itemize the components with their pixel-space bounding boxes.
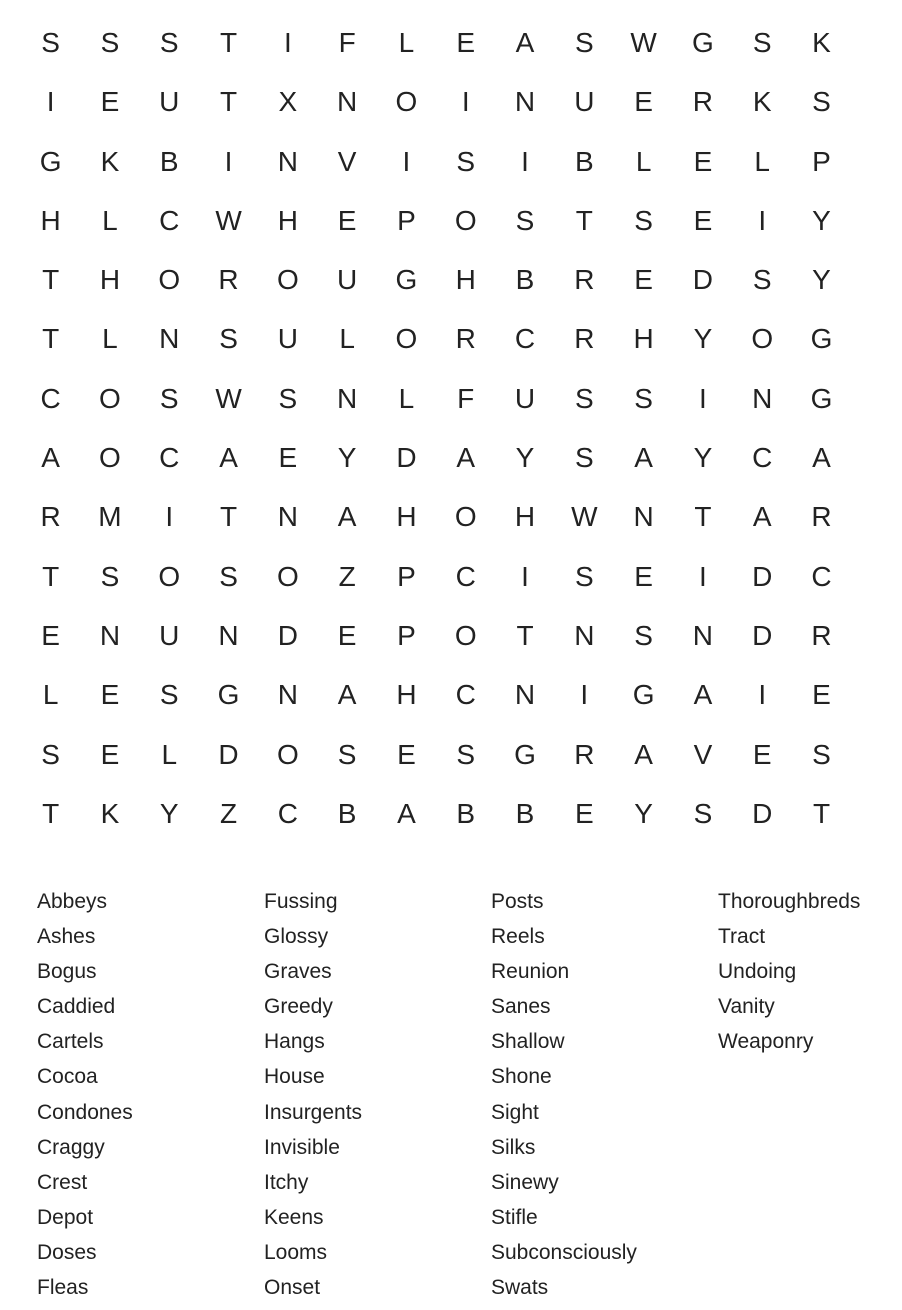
grid-cell[interactable]: A [812,442,831,474]
grid-cell[interactable]: N [633,501,654,533]
grid-cell[interactable]: S [159,27,179,58]
grid-cell[interactable]: S [752,264,772,296]
grid-cell[interactable]: E [812,679,831,711]
word-list-item: Depot [37,1205,94,1229]
grid-cell[interactable]: T [694,501,712,533]
grid-cell[interactable]: Y [812,204,831,236]
grid-cell[interactable]: C [811,560,832,592]
grid-row [21,547,853,606]
grid-cell[interactable]: W [571,501,598,533]
grid-cell[interactable]: Y [693,442,713,474]
grid-cell[interactable]: G [632,679,655,711]
word-column [718,884,902,1059]
grid-cell[interactable]: S [634,619,653,651]
grid-cell[interactable]: E [693,145,713,177]
grid-cell[interactable]: N [574,619,595,651]
grid-row [21,784,853,843]
grid-row [21,191,853,250]
grid-cell[interactable]: I [699,560,707,592]
grid-cell[interactable]: A [693,679,713,711]
grid-cell[interactable]: N [752,382,773,414]
word-list-item: Doses [37,1240,97,1264]
word-list-item: Ashes [37,925,96,949]
word-list-item: Weaponry [718,1030,814,1054]
grid-cell[interactable]: U [159,619,180,651]
grid-cell[interactable]: M [98,501,122,533]
grid-cell[interactable]: C [277,797,298,829]
grid-cell[interactable]: I [758,679,767,711]
word-list-item: Abbeys [37,890,108,913]
word-list-item: Onset [264,1276,321,1300]
grid-cell[interactable]: O [99,382,121,414]
grid-cell[interactable]: A [397,797,416,829]
word-list-item: Silks [491,1135,536,1159]
grid-cell[interactable]: I [46,86,55,118]
grid-cell[interactable]: C [752,442,773,474]
word-list-item: Reunion [491,960,570,984]
grid-cell[interactable]: X [278,86,298,118]
grid-cell[interactable]: Z [338,560,356,592]
grid-cell[interactable]: D [396,442,417,474]
grid-cell[interactable]: O [158,264,181,296]
grid-cell[interactable]: L [42,679,59,711]
grid-cell[interactable]: A [634,738,653,770]
grid-cell[interactable]: S [41,738,60,770]
grid-row [21,72,853,131]
grid-cell[interactable]: N [337,382,358,414]
grid-cell[interactable]: L [635,145,652,177]
grid-cell[interactable]: R [811,501,832,533]
grid-cell[interactable]: W [215,382,242,414]
letter-grid [21,13,853,843]
grid-cell[interactable]: Z [219,797,238,829]
grid-cell[interactable]: A [515,27,535,58]
grid-cell[interactable]: Y [812,264,831,296]
grid-cell[interactable]: F [457,382,475,414]
grid-cell[interactable]: S [41,27,60,58]
grid-cell[interactable]: E [752,738,772,770]
grid-cell[interactable]: H [99,264,121,296]
grid-cell[interactable]: A [752,501,772,533]
grid-cell[interactable]: S [219,560,238,592]
grid-cell[interactable]: N [692,619,714,651]
grid-cell[interactable]: E [574,797,594,829]
grid-cell[interactable]: R [574,264,595,296]
word-list-item: Greedy [264,995,333,1019]
grid-row [21,250,853,309]
word-list-item: Subconsciously [491,1240,637,1264]
grid-cell[interactable]: E [337,204,357,236]
word-list-item: Keens [264,1205,324,1229]
word-list-item: Sight [491,1100,539,1124]
grid-cell[interactable]: U [337,264,358,296]
grid-cell[interactable]: L [754,145,770,177]
grid-cell[interactable]: D [218,738,239,770]
grid-cell[interactable]: A [219,442,238,474]
grid-cell[interactable]: A [41,442,60,474]
grid-cell[interactable]: P [397,619,416,651]
word-list-item: Thoroughbreds [718,890,861,913]
grid-cell[interactable]: G [692,27,714,58]
grid-cell[interactable]: A [337,501,357,533]
word-list-item: House [264,1065,325,1089]
grid-cell[interactable]: E [41,619,60,651]
grid-cell[interactable]: S [456,145,476,177]
grid-cell[interactable]: V [337,145,357,177]
word-list-item: Undoing [718,960,797,984]
grid-cell[interactable]: P [397,560,416,592]
grid-cell[interactable]: L [339,323,355,355]
word-list-item: Invisible [264,1135,340,1159]
grid-cell[interactable]: N [514,679,536,711]
grid-cell[interactable]: I [402,145,411,177]
grid-cell[interactable]: U [159,86,180,118]
grid-cell[interactable]: O [454,501,477,533]
grid-cell[interactable]: T [42,264,60,296]
grid-cell[interactable]: O [276,560,299,592]
grid-cell[interactable]: E [634,86,653,118]
grid-cell[interactable]: I [699,382,707,414]
word-list-item: Caddied [37,995,116,1019]
word-list-item: Vanity [718,995,775,1019]
grid-cell[interactable]: I [521,145,529,177]
grid-cell[interactable]: Y [515,442,535,474]
word-column [491,884,711,1305]
grid-cell[interactable]: C [455,560,476,592]
grid-cell[interactable]: I [521,560,529,592]
grid-cell[interactable]: S [100,560,120,592]
grid-cell[interactable]: K [100,145,120,177]
grid-cell[interactable]: E [100,679,120,711]
grid-cell[interactable]: S [752,27,772,58]
grid-cell[interactable]: N [277,501,298,533]
grid-cell[interactable]: E [100,86,120,118]
grid-cell[interactable]: N [277,679,298,711]
grid-cell[interactable]: I [461,86,470,118]
grid-cell[interactable]: B [574,145,594,177]
grid-cell[interactable]: T [812,797,831,829]
grid-cell[interactable]: I [224,145,233,177]
word-list-item: Craggy [37,1135,105,1159]
grid-cell[interactable]: B [515,264,535,296]
grid-cell[interactable]: O [454,204,477,236]
grid-cell[interactable]: K [100,797,120,829]
grid-cell[interactable]: Y [693,323,713,355]
grid-cell[interactable]: T [575,204,593,236]
grid-cell[interactable]: Y [337,442,357,474]
grid-cell[interactable]: S [159,679,179,711]
grid-cell[interactable]: D [752,560,773,592]
word-list-item: Posts [491,890,544,913]
grid-cell[interactable]: U [277,323,298,355]
grid-cell[interactable]: S [693,797,713,829]
grid-cell[interactable]: O [395,323,418,355]
grid-cell[interactable]: O [99,442,121,474]
grid-row [21,606,853,665]
grid-cell[interactable]: N [277,145,298,177]
word-list-item: Graves [264,960,332,984]
grid-cell[interactable]: T [42,323,60,355]
grid-cell[interactable]: E [337,619,357,651]
grid-cell[interactable]: F [338,27,356,58]
grid-cell[interactable]: S [100,27,120,58]
word-list [37,884,897,1304]
grid-cell[interactable]: S [574,27,594,58]
grid-row [21,132,853,191]
grid-cell[interactable]: K [752,86,772,118]
grid-row [21,309,853,368]
word-list-item: Fussing [264,890,338,913]
grid-cell[interactable]: I [165,501,174,533]
grid-cell[interactable]: W [215,204,242,236]
grid-cell[interactable]: L [102,323,118,355]
grid-cell[interactable]: R [811,619,832,651]
word-list-item: Tract [718,925,766,949]
grid-cell[interactable]: H [633,323,654,355]
word-list-item: Fleas [37,1276,89,1300]
grid-cell[interactable]: S [574,442,594,474]
grid-cell[interactable]: N [159,323,180,355]
grid-cell[interactable]: E [100,738,120,770]
grid-cell[interactable]: Y [159,797,179,829]
word-list-item: Condones [37,1100,133,1124]
grid-cell[interactable]: T [219,86,238,118]
grid-cell[interactable]: B [515,797,535,829]
grid-cell[interactable]: R [455,323,476,355]
grid-cell[interactable]: S [812,738,831,770]
grid-cell[interactable]: R [692,86,714,118]
word-list-item: Sanes [491,995,551,1019]
grid-cell[interactable]: R [40,501,61,533]
grid-cell[interactable]: S [812,86,831,118]
grid-cell[interactable]: T [42,797,60,829]
grid-cell[interactable]: A [456,442,476,474]
grid-cell[interactable]: G [810,323,833,355]
grid-cell[interactable]: G [514,738,536,770]
grid-cell[interactable]: D [752,619,773,651]
word-list-item: Itchy [264,1170,309,1194]
grid-cell[interactable]: S [515,204,535,236]
grid-cell[interactable]: E [456,27,476,58]
grid-cell[interactable]: T [42,560,60,592]
grid-cell[interactable]: H [396,501,417,533]
grid-row [21,665,853,724]
grid-cell[interactable]: S [456,738,476,770]
grid-cell[interactable]: T [516,619,534,651]
grid-row [21,13,853,72]
grid-cell[interactable]: S [574,382,594,414]
grid-cell[interactable]: W [630,27,657,58]
grid-row [21,369,853,428]
grid-cell[interactable]: A [337,679,357,711]
grid-cell[interactable]: H [455,264,476,296]
grid-cell[interactable]: B [337,797,357,829]
grid-row [21,428,853,487]
grid-cell[interactable]: T [219,27,238,58]
grid-cell[interactable]: C [159,442,180,474]
grid-cell[interactable]: U [514,382,536,414]
grid-cell[interactable]: O [276,264,299,296]
grid-cell[interactable]: C [159,204,180,236]
grid-cell[interactable]: B [159,145,179,177]
grid-cell[interactable]: E [634,264,653,296]
grid-cell[interactable]: G [39,145,62,177]
grid-cell[interactable]: E [397,738,416,770]
grid-cell[interactable]: R [574,323,595,355]
grid-cell[interactable]: E [278,442,298,474]
word-list-item: Sinewy [491,1170,559,1194]
grid-cell[interactable]: D [277,619,298,651]
grid-row [21,725,853,784]
grid-cell[interactable]: E [634,560,653,592]
grid-cell[interactable]: S [574,560,594,592]
grid-cell[interactable]: O [751,323,774,355]
grid-cell[interactable]: H [396,679,417,711]
grid-cell[interactable]: G [217,679,240,711]
grid-cell[interactable]: B [456,797,476,829]
word-column [37,884,257,1305]
grid-cell[interactable]: O [395,86,418,118]
grid-cell[interactable]: S [159,382,179,414]
word-list-item: Cocoa [37,1065,98,1089]
grid-cell[interactable]: K [812,27,831,58]
grid-cell[interactable]: P [812,145,831,177]
grid-cell[interactable]: O [158,560,181,592]
grid-cell[interactable]: S [337,738,357,770]
grid-cell[interactable]: N [337,86,358,118]
word-list-item: Shallow [491,1030,565,1054]
grid-cell[interactable]: C [40,382,61,414]
grid-cell[interactable]: L [398,382,415,414]
grid-row [21,487,853,546]
grid-cell[interactable]: G [810,382,833,414]
grid-cell[interactable]: D [752,797,773,829]
word-list-item: Bogus [37,960,97,984]
word-list-item: Insurgents [264,1100,363,1124]
grid-cell[interactable]: S [219,323,238,355]
grid-cell[interactable]: P [397,204,416,236]
grid-cell[interactable]: I [758,204,767,236]
grid-cell[interactable]: Y [634,797,653,829]
grid-cell[interactable]: N [514,86,536,118]
grid-cell[interactable]: A [634,442,653,474]
grid-cell[interactable]: G [395,264,418,296]
grid-cell[interactable]: R [218,264,239,296]
grid-cell[interactable]: N [218,619,239,651]
grid-cell[interactable]: H [277,204,298,236]
word-column [264,884,484,1305]
grid-cell[interactable]: O [454,619,477,651]
grid-cell[interactable]: O [276,738,299,770]
grid-cell[interactable]: H [40,204,61,236]
grid-cell[interactable]: L [102,204,118,236]
word-list-item: Cartels [37,1030,104,1054]
grid-cell[interactable]: R [574,738,595,770]
grid-cell[interactable]: U [574,86,595,118]
word-list-item: Glossy [264,925,329,949]
word-list-item: Reels [491,925,545,949]
grid-cell[interactable]: S [634,382,653,414]
grid-cell[interactable]: D [692,264,714,296]
word-list-item: Crest [37,1170,88,1194]
word-list-item: Looms [264,1240,328,1264]
grid-cell[interactable]: C [455,679,476,711]
word-list-item: Stifle [491,1205,538,1229]
word-list-item: Swats [491,1276,549,1300]
grid-cell[interactable]: S [278,382,298,414]
grid-cell[interactable]: N [99,619,121,651]
grid-cell[interactable]: L [161,738,178,770]
grid-cell[interactable]: C [514,323,536,355]
grid-cell[interactable]: E [693,204,713,236]
word-list-item: Shone [491,1065,552,1089]
grid-cell[interactable]: L [398,27,415,58]
grid-cell[interactable]: I [580,679,589,711]
word-list-item: Hangs [264,1030,325,1054]
grid-cell[interactable]: I [283,27,292,58]
grid-cell[interactable]: T [219,501,238,533]
grid-cell[interactable]: H [514,501,536,533]
grid-cell[interactable]: S [634,204,653,236]
grid-cell[interactable]: V [693,738,713,770]
